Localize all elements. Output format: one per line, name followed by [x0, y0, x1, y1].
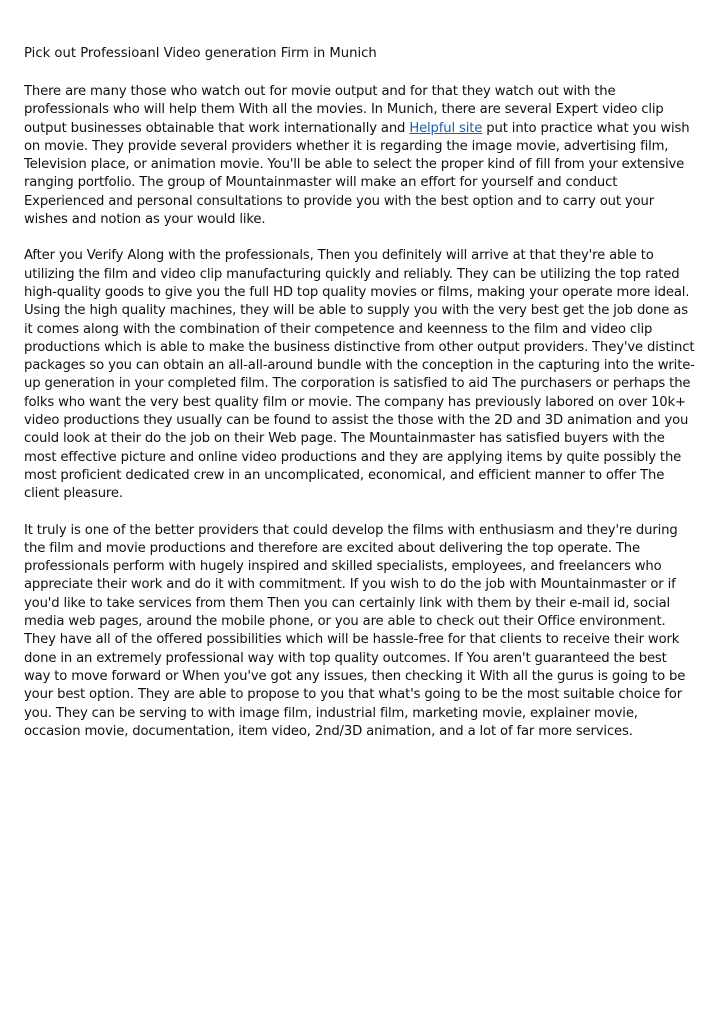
paragraph-2: After you Verify Along with the professionals, Then you definitely will arrive at that they're able to utilizing the film and video clip manufacturing quickly and reliably. They can be utilizing the top rated high-quality goods to give you the full HD top quality movies or films, making your operate more ideal. Using the high quality machines, they will be able to supply you with the very best get the job done as it comes along with the combination of their competence and keenness to the film and video clip productions which is able to make the business distinctive from other output providers. They've distinct packages so you can obtain an all-all-around bundle with the conception in the capturing into the write-up generation in your completed film. The corporation is satisfied to aid The purchasers or perhaps the folks who want the very best quality film or movie. The company has previously labored on over 10k+ video productions they usually can be found to assist the those with the 2D and 3D animation and you could look at their do the job on their Web page. The Mountainmaster has satisfied buyers with the most effective picture and online video productions and they are applying items by quite possibly the most proficient dedicated crew in an uncomplicated, economical, and efficient manner to offer The client pleasure.	[24, 248, 695, 502]
document-title: Pick out Professioanl Video generation Firm in Munich	[24, 46, 377, 61]
paragraph-1	[24, 83, 696, 229]
paragraph-3: It truly is one of the better providers that could develop the films with enthusiasm and they're during the film and movie productions and therefore are excited about delivering the top operate. The professionals perform with hugely inspired and skilled specialists, employees, and freelancers who appreciate their work and do it with commitment. If you wish to do the job with Mountainmaster or if you'd like to take services from them Then you can certainly link with them by their e-mail id, social media web pages, around the mobile phone, or you are able to check out their Office environment. They have all of the offered possibilities which will be hassle-free for that clients to receive their work done in an extremely professional way with top quality outcomes. If You aren't guaranteed the best way to move forward or When you've got any issues, then checking it With all the gurus is going to be your best option. They are able to propose to you that what's going to be the most suitable choice for you. They can be serving to with image film, industrial film, marketing movie, explainer movie, occasion movie, documentation, item video, 2nd/3D animation, and a lot of far more services.	[24, 522, 686, 739]
paragraph-1-text-after-link: put into practice what you wish on movie. They provide several providers whether it is regarding the image movie, advertising film, Television place, or animation movie. You'll be able to select the proper kind of fill from your extensive ranging portfolio. The group of Mountainmaster will make an effort for yourself and conduct Experienced and personal consultations to provide you with the best option and to carry out your wishes and notion as your would like.	[24, 120, 690, 228]
paragraph-1-text-before-link: There are many those who watch out for movie output and for that they watch out with the professionals who will help them With all the movies. In Munich, there are several Expert video clip output businesses obtainable that work internationally and	[24, 84, 664, 136]
helpful-site-link[interactable]: Helpful site	[409, 120, 483, 136]
